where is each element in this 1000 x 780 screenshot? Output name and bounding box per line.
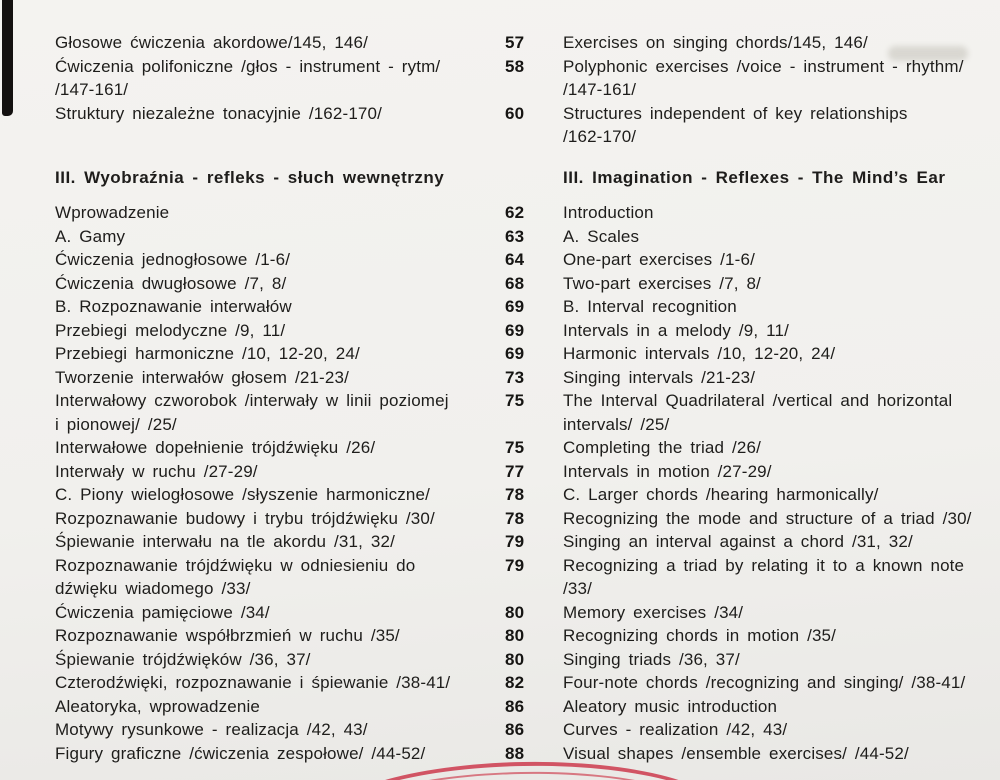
toc-entry-pl [55,272,505,296]
toc-page-number: 63 [505,226,525,246]
toc-entry-en [563,648,992,672]
toc-page-number: 60 [505,103,525,123]
toc-row [55,601,992,625]
toc-entry-en [563,695,992,719]
toc-entry-line: Visual shapes /ensemble exercises/ /44-52/ [563,743,909,763]
toc-entry-pl [55,248,505,272]
toc-row [55,295,992,319]
section-header-spacer [505,166,563,190]
toc-entry-pl [55,389,505,436]
toc-entry-line: Motywy rysunkowe - realizacja /42, 43/ [55,720,368,739]
toc-page-number: 80 [505,649,525,669]
toc-entry-en [563,248,992,272]
toc-row [55,436,992,460]
toc-entry-pl [55,742,505,766]
toc-entry-en [563,31,992,55]
toc-page-number: 78 [505,508,525,528]
toc-row [55,460,992,484]
toc-entry-pl [55,201,505,225]
toc-row [55,671,992,695]
toc-entry-line: Singing triads /36, 37/ [563,649,740,669]
toc-entry-line: Przebiegi melodyczne /9, 11/ [55,320,286,340]
toc-entry-line: One-part exercises /1-6/ [563,250,755,269]
toc-page-number: 78 [505,485,525,504]
toc-entry-line: /147-161/ [55,80,129,99]
toc-entry-line: C. Larger chords /hearing harmonically/ [563,485,879,504]
toc-row [55,272,992,296]
toc-page-number: 58 [505,56,525,76]
toc-entry-line: Interwałowe dopełnienie trójdźwięku /26/ [55,438,376,457]
toc-entry-pl [55,342,505,366]
toc-entry-line: Intervals in a melody /9, 11/ [563,320,789,340]
toc-entry-pl [55,319,505,343]
toc-entry-line: Ćwiczenia jednogłosowe /1-6/ [55,250,291,269]
toc-entry-en [563,460,992,484]
toc-entry-pl [55,554,505,601]
toc-entry-pl [55,648,505,672]
toc-entry-en [563,366,992,390]
toc-entry-line: Completing the triad /26/ [563,438,761,457]
toc-entry-pl [55,671,505,695]
toc-entry-line: Śpiewanie trójdźwięków /36, 37/ [55,649,311,669]
toc-entry-line: Figury graficzne /ćwiczenia zespołowe/ /44-52/ [55,743,426,763]
toc-entry-en [563,507,992,531]
toc-row [55,55,992,102]
toc-page-number: 82 [505,673,525,692]
toc-entry-line: Recognizing the mode and structure of a triad /30/ [563,508,972,528]
toc-row [55,248,992,272]
toc-entry-line: Two-part exercises /7, 8/ [563,273,761,293]
toc-section-rows [55,201,992,765]
section-title-english: III. Imagination - Reflexes - The Mind’s Ear [563,167,946,187]
toc-entry-line: Exercises on singing chords/145, 146/ [563,33,868,52]
toc-row [55,554,992,601]
toc-entry-line: Harmonic intervals /10, 12-20, 24/ [563,344,836,363]
toc-page-number: 62 [505,203,525,222]
toc-page-number: 69 [505,320,525,340]
toc-page-number: 88 [505,743,525,763]
toc-entry-line: Curves - realization /42, 43/ [563,720,788,739]
toc-row [55,31,992,55]
toc-entry-en [563,483,992,507]
toc-page-number: 75 [505,438,525,457]
toc-entry-en [563,554,992,601]
toc-row [55,102,992,149]
toc-entry-en [563,55,992,102]
toc-entry-line: /147-161/ [563,80,637,99]
toc-entry-line: Rozpoznawanie budowy i trybu trójdźwięku /30/ [55,508,435,528]
toc-entry-pl [55,55,505,102]
toc-entry-pl [55,102,505,126]
toc-entry-line: dźwięku wiadomego /33/ [55,579,251,598]
toc-entry-en [563,742,992,766]
toc-entry-en [563,272,992,296]
toc-entry-en [563,225,992,249]
toc-entry-line: Rozpoznawanie trójdźwięku w odniesieniu do [55,555,416,575]
toc-entry-line: i pionowej/ /25/ [55,414,177,434]
toc-entry-en [563,601,992,625]
toc-entry-line: Interwałowy czworobok /interwały w linii poziomej [55,391,449,410]
toc-entry-pl [55,436,505,460]
toc-row [55,648,992,672]
toc-entry-en [563,718,992,742]
toc-entry-pl [55,695,505,719]
toc-entry-pl [55,530,505,554]
toc-entry-line: A. Scales [563,226,640,246]
toc-entry-line: Tworzenie interwałów głosem /21-23/ [55,367,349,387]
toc-page-number: 80 [505,602,525,622]
toc-entry-line: Introduction [563,203,654,222]
toc-entry-en [563,624,992,648]
toc-page-number: 77 [505,461,525,481]
toc-entry-line: The Interval Quadrilateral /vertical and horizontal [563,391,953,410]
toc-entry-line: Głosowe ćwiczenia akordowe/145, 146/ [55,33,369,52]
toc-row [55,225,992,249]
toc-row [55,507,992,531]
toc-entry-line: Four-note chords /recognizing and singing/ /38-41/ [563,673,966,692]
toc-entry-line: Recognizing a triad by relating it to a known note [563,555,965,575]
toc-row [55,319,992,343]
toc-entry-line: B. Interval recognition [563,297,737,316]
toc-page-number: 79 [505,555,525,575]
toc-entry-line: Ćwiczenia polifoniczne /głos - instrument - rytm/ [55,56,441,76]
section-title-polish: III. Wyobraźnia - refleks - słuch wewnętrzny [55,167,445,187]
toc-row [55,718,992,742]
toc-entry-line: /33/ [563,579,592,598]
toc-page-number: 80 [505,626,525,645]
toc-row [55,366,992,390]
toc-entry-line: Przebiegi harmoniczne /10, 12-20, 24/ [55,344,360,363]
toc-row [55,624,992,648]
toc-page-number: 69 [505,297,525,316]
toc-entry-line: Śpiewanie interwału na tle akordu /31, 32/ [55,532,395,551]
toc-entry-line: Rozpoznawanie współbrzmień w ruchu /35/ [55,626,400,645]
toc-page-number: 86 [505,720,525,739]
toc-entry-line: Singing intervals /21-23/ [563,367,756,387]
toc-entry-en [563,342,992,366]
toc-entry-line: Structures independent of key relationships [563,103,908,123]
toc-entry-pl [55,295,505,319]
toc-entry-line: C. Piony wielogłosowe /słyszenie harmoniczne/ [55,485,430,504]
toc-section-header [55,166,992,190]
toc-entry-line: /162-170/ [563,127,637,146]
toc-entry-en [563,295,992,319]
toc-continuation [55,31,992,149]
toc-entry-line: Struktury niezależne tonacyjnie /162-170/ [55,103,383,123]
toc-page-number: 57 [505,33,525,52]
toc-entry-pl [55,460,505,484]
toc-entry-line: Interwały w ruchu /27-29/ [55,461,258,481]
toc-page-number: 69 [505,344,525,363]
toc-entry-en [563,436,992,460]
toc-page-number: 68 [505,273,525,293]
toc-row [55,201,992,225]
toc-row [55,483,992,507]
toc-entry-line: Ćwiczenia dwugłosowe /7, 8/ [55,273,287,293]
toc-entry-line: Wprowadzenie [55,203,170,222]
toc-entry-pl [55,718,505,742]
book-spine-mark [2,0,13,116]
toc-row [55,530,992,554]
toc-entry-pl [55,225,505,249]
toc-row [55,695,992,719]
toc-row [55,389,992,436]
toc-entry-pl [55,366,505,390]
toc-page-number: 86 [505,696,525,716]
toc-page-number: 73 [505,367,525,387]
toc-entry-line: Singing an interval against a chord /31, 32/ [563,532,913,551]
toc-entry-line: B. Rozpoznawanie interwałów [55,297,292,316]
toc-entry-line: Aleatoryka, wprowadzenie [55,696,261,716]
toc-content [55,31,992,765]
toc-entry-line: Polyphonic exercises /voice - instrument - rhythm/ [563,56,964,76]
toc-entry-en [563,102,992,149]
toc-page-number: 75 [505,391,525,410]
toc-entry-line: Intervals in motion /27-29/ [563,461,772,481]
toc-entry-line: Aleatory music introduction [563,696,778,716]
toc-entry-pl [55,507,505,531]
toc-entry-en [563,671,992,695]
toc-entry-line: Recognizing chords in motion /35/ [563,626,837,645]
toc-entry-line: Memory exercises /34/ [563,602,744,622]
toc-entry-line: Ćwiczenia pamięciowe /34/ [55,602,270,622]
toc-page-number: 79 [505,532,525,551]
toc-entry-en [563,201,992,225]
toc-entry-pl [55,483,505,507]
toc-entry-line: intervals/ /25/ [563,414,670,434]
toc-entry-en [563,530,992,554]
toc-entry-pl [55,31,505,55]
toc-entry-pl [55,601,505,625]
toc-row [55,342,992,366]
toc-page-number: 64 [505,250,525,269]
toc-entry-en [563,319,992,343]
toc-entry-line: Czterodźwięki, rozpoznawanie i śpiewanie /38-41/ [55,673,451,692]
toc-entry-en [563,389,992,436]
toc-entry-line: A. Gamy [55,226,126,246]
toc-entry-pl [55,624,505,648]
